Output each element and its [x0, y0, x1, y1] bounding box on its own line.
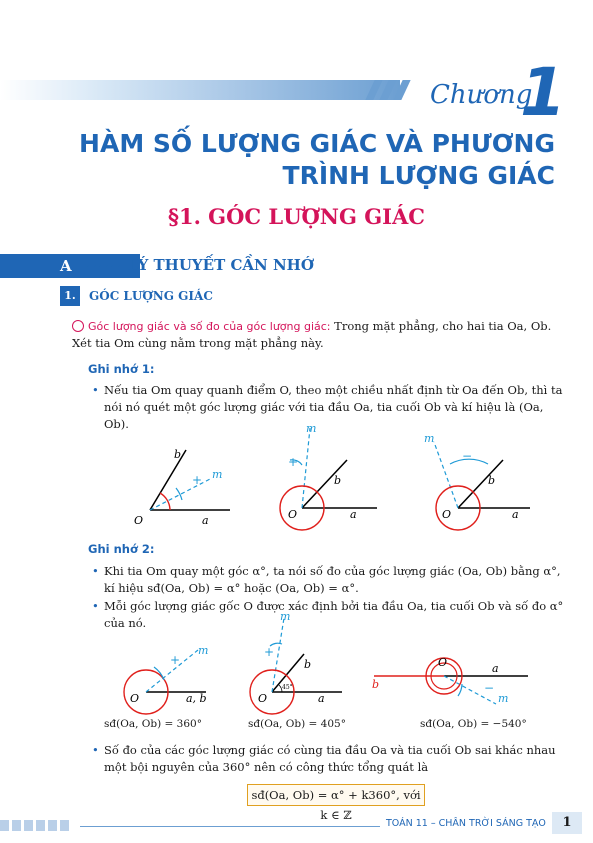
label-b: b — [304, 658, 312, 671]
figure-angle-basic — [120, 420, 240, 534]
label-a: a — [318, 692, 325, 705]
label-m: m — [424, 432, 435, 445]
subsection-title: GÓC LƯỢNG GIÁC — [89, 289, 213, 303]
note-2-bullet-2: • Mỗi góc lượng giác gốc O được xác định bởi tia đầu Oa, tia cuối Ob và số đo α° của nó. — [104, 598, 564, 632]
section-letter: A — [60, 257, 72, 275]
general-formula: sđ(Oa, Ob) = α° + k360°, với k ∈ ℤ — [247, 784, 425, 806]
note-2-bullet-3: • Số đo của các góc lượng giác có cùng tia đầu Oa và tia cuối Ob sai khác nhau một bội nguyên của 360° nên có công thức tổng quát là — [104, 742, 564, 776]
chapter-banner — [0, 80, 400, 100]
figure-360 — [110, 622, 220, 716]
chapter-stripes — [370, 80, 430, 100]
footer-line — [80, 826, 380, 827]
figure-405 — [242, 612, 352, 716]
label-O: O — [258, 692, 268, 705]
label-O: O — [288, 508, 298, 521]
label-ab: a, b — [186, 692, 207, 705]
label-a: a — [512, 508, 519, 521]
figure-angle-positive — [262, 420, 382, 534]
footer-text: TOÁN 11 – CHÂN TRỜI SÁNG TẠO — [386, 818, 546, 829]
label-O: O — [442, 508, 452, 521]
note-2-bullet-1: • Khi tia Om quay một góc α°, ta nói số đo của góc lượng giác (Oa, Ob) bằng α°, kí hiệu sđ(Oa, Ob) = α° hoặc (Oa, Ob) = α°. — [104, 563, 564, 597]
sd-label-405: sđ(Oa, Ob) = 405° — [248, 718, 346, 730]
sd-label-360: sđ(Oa, Ob) = 360° — [104, 718, 202, 730]
label-plus: + — [264, 645, 275, 659]
label-m: m — [280, 610, 291, 623]
chapter-title — [75, 128, 555, 192]
note-2-title: Ghi nhớ 2: — [88, 542, 155, 556]
label-b: b — [174, 448, 182, 461]
figure-1-svg — [120, 420, 240, 530]
label-b: b — [334, 474, 342, 487]
chapter-title-line-2: TRÌNH LƯỢNG GIÁC — [282, 161, 555, 190]
figure-3-svg — [418, 420, 538, 530]
label-a: a — [492, 662, 499, 675]
label-m: m — [306, 422, 317, 435]
figure-angle-negative — [418, 420, 538, 534]
definition — [72, 318, 562, 352]
note-1-bullet: • Nếu tia Om quay quanh điểm O, theo một chiều nhất định từ Oa đến Ob, thì ta nói nó quét một góc lượng giác với tia đầu Oa, tia cuối Ob và kí hiệu là (Oa, Ob). — [104, 382, 564, 433]
figure-minus-540 — [368, 640, 558, 724]
label-a: a — [202, 514, 209, 527]
chapter-number: 1 — [520, 54, 566, 131]
label-plus: + — [192, 473, 203, 487]
label-b: b — [372, 678, 380, 691]
figure-4-svg — [110, 622, 220, 712]
figure-6-svg — [368, 640, 558, 720]
lesson-title: §1. GÓC LƯỢNG GIÁC — [167, 204, 426, 229]
note-1-title: Ghi nhớ 1: — [88, 362, 155, 376]
chapter-word: Chương — [430, 80, 533, 110]
section-title: LÝ THUYẾT CẦN NHỚ — [128, 256, 314, 274]
sd-label-minus-540: sđ(Oa, Ob) = −540° — [420, 718, 527, 730]
figure-5-svg — [242, 612, 352, 712]
chapter-title-line-1: HÀM SỐ LƯỢNG GIÁC VÀ PHƯƠNG — [79, 129, 555, 158]
label-minus: − — [462, 449, 473, 463]
label-45deg: 45° — [282, 684, 293, 691]
definition-text: Trong mặt phẳng, cho hai tia Oa, Ob. Xét tia Om cùng nằm trong mặt phẳng này. — [72, 319, 552, 350]
label-O: O — [134, 514, 144, 527]
label-a: a — [350, 508, 357, 521]
label-minus: − — [484, 681, 495, 695]
subsection-number: 1. — [60, 286, 80, 306]
page-number: 1 — [552, 812, 582, 834]
definition-lead: Góc lượng giác và số đo của góc lượng giác: — [88, 320, 331, 333]
label-b: b — [488, 474, 496, 487]
figure-2-svg — [262, 420, 382, 530]
label-m: m — [212, 468, 223, 481]
label-O: O — [438, 656, 448, 669]
label-m: m — [498, 692, 509, 705]
label-O: O — [130, 692, 140, 705]
label-plus: + — [288, 455, 299, 469]
label-m: m — [198, 644, 209, 657]
label-plus: + — [170, 653, 181, 667]
